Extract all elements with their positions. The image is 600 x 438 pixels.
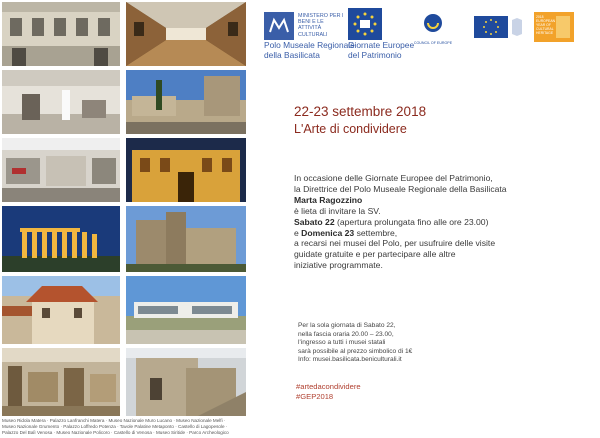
logo-bar bbox=[262, 8, 597, 63]
photo-palazzo-night bbox=[126, 138, 246, 202]
caption-line: Museo Ridola Matera · Palazzo Lanfranchi Matera · Museo Nazionale Muro Lucano · Museo Nazionale Melfi · bbox=[2, 418, 226, 423]
eu-commission-icon bbox=[510, 16, 524, 38]
ministero-text: MINISTERO PER I BENI E LE ATTIVITÀ CULTURALI bbox=[298, 13, 344, 38]
event-dates: 22-23 settembre 2018 bbox=[294, 104, 427, 119]
director-name: Marta Ragozzino bbox=[294, 194, 363, 205]
photo-castle-cypress bbox=[126, 70, 246, 134]
photo-caption bbox=[2, 418, 250, 436]
saturday-label: Sabato 22 bbox=[294, 216, 335, 227]
caption-line: Palazzo Del Balì Venosa · Museo Nazionale Policoro · Castello di Venosa · Museo Siritide · Parco Archeologico bbox=[2, 430, 229, 435]
sunday-label: Domenica 23 bbox=[301, 227, 355, 238]
photo-collage bbox=[0, 0, 248, 418]
invite-line: iniziative programmate. bbox=[294, 260, 383, 271]
hashtag: #artedacondividere bbox=[296, 382, 361, 391]
sunday-text: settembre, bbox=[354, 227, 398, 238]
photo-building-facade bbox=[2, 2, 120, 66]
info-line: l'ingresso a tutti i musei statali bbox=[298, 339, 386, 347]
ticket-info bbox=[298, 322, 558, 365]
giornate-line1: Giornate Europee bbox=[348, 40, 415, 50]
event-subtitle: L'Arte di condividere bbox=[294, 122, 407, 136]
invite-line: è lieta di invitare la SV. bbox=[294, 205, 381, 216]
eu-flag-icon bbox=[474, 16, 508, 38]
photo-museum-interior bbox=[2, 70, 120, 134]
photo-archaeology-gallery bbox=[2, 348, 120, 416]
hashtags bbox=[296, 382, 361, 401]
info-line: Per la sola giornata di Sabato 22, bbox=[298, 322, 396, 329]
photo-stairs-building bbox=[126, 348, 246, 416]
polo-museale-line2: della Basilicata bbox=[264, 50, 320, 60]
photo-modern-museum bbox=[126, 276, 246, 344]
info-line: sarà possibile al prezzo simbolico di 1€ bbox=[298, 347, 413, 355]
invite-line: la Direttrice del Polo Museale Regionale della Basilicata bbox=[294, 183, 507, 194]
coe-label: COUNCIL OF EUROPE bbox=[413, 41, 453, 45]
giornate-line2: del Patrimonio bbox=[348, 50, 402, 60]
eych-label: 2018 EUROPEAN YEAR OF CULTURAL HERITAGE bbox=[536, 15, 556, 35]
photo-castle-walls bbox=[126, 206, 246, 272]
photo-gallery-corridor bbox=[126, 2, 246, 66]
invite-line: In occasione delle Giornate Europee del Patrimonio, bbox=[294, 173, 493, 183]
council-of-europe-logo bbox=[412, 12, 454, 45]
info-link: Info: musei.basilicata.beniculturali.it bbox=[298, 356, 402, 364]
saturday-text: (apertura prolungata fino alle ore 23.00) bbox=[334, 216, 489, 227]
mibac-logo bbox=[264, 12, 294, 40]
photo-hilltown-roofs bbox=[2, 276, 120, 344]
hashtag: #GEP2018 bbox=[296, 391, 334, 401]
sunday-prefix: e bbox=[294, 227, 302, 238]
invitation-text bbox=[294, 173, 594, 271]
polo-museale-line1: Polo Museale Regionale bbox=[264, 40, 355, 50]
photo-exhibition-hall bbox=[2, 138, 120, 202]
giornate-europee-logo bbox=[348, 8, 382, 40]
info-line: nella fascia oraria 20.00 – 23.00, bbox=[298, 330, 394, 338]
caption-line: Museo Nazionale Grumento · Palazzo Loffredo Potenza · Tavole Palatine Metaponto · Castello di Lagopesole · bbox=[2, 424, 228, 429]
invite-line: guidate gratuite e per partecipare alle altre bbox=[294, 249, 456, 260]
photo-temple-columns-night bbox=[2, 206, 120, 272]
eych-2018-logo bbox=[534, 12, 574, 42]
invite-line: a recarsi nei musei del Polo, per usufruire delle visite bbox=[294, 238, 496, 249]
